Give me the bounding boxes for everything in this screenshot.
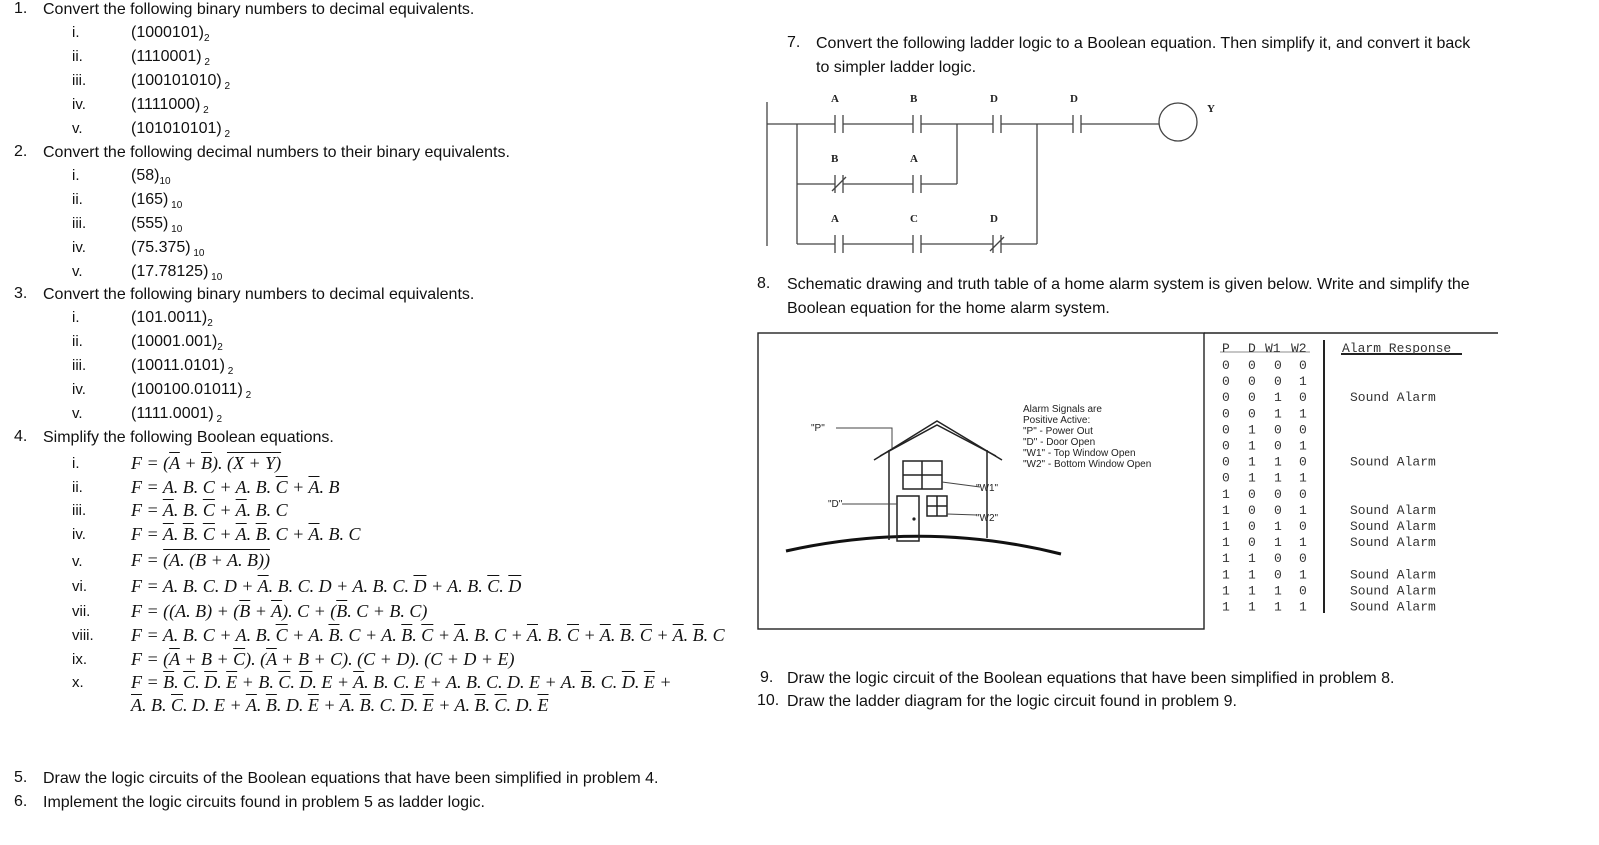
tt-cell-p: 0 [1222,454,1230,470]
eq-roman: vi. [72,578,87,595]
eq-8: F = A. B. C + A. B. $\overline{C} + A$. $\overline{B}$. C + A. $\overline{B}$. $\overline{C} + \overline{A}$. B. $C + \overline{A}$. B. $\overline{C} + \overline{A}$. $\overline{B}$. $\overline{C} + \overline{A}$. $\overline{B}$. C [131,625,725,645]
q6-number: 6. [14,793,28,810]
eq-7: F = ((A. $B) + (\overline{B} + \overline{A})$. $C + (\overline{B}$. C + B. C) [131,601,428,621]
item-value [131,24,210,44]
label-p: "P" [811,423,825,434]
tt-cell-w1: 1 [1274,454,1282,470]
legend-line: "W1" - Top Window Open [1023,448,1136,459]
item-value [131,96,209,116]
eq-roman: iv. [72,526,86,543]
item-roman: i. [72,167,80,184]
item-roman: iii. [72,215,87,232]
tt-cell-p: 0 [1222,422,1230,438]
eq-5: F = (A. (B + A. B)) [131,550,270,570]
tt-cell-w2: 1 [1299,535,1307,551]
ladder-output-label: Y [1207,103,1215,115]
item-number: (75.375) [131,239,191,256]
item-roman: ii. [72,333,83,350]
ladder-diagram [760,88,1240,258]
item-number: (10011.0101) [131,357,225,374]
item-roman: iv. [72,239,86,256]
item-base: 10 [168,200,183,212]
tt-cell-w1: 1 [1274,406,1282,422]
item-number: (165) [131,191,169,208]
ladder-label-r1-4: D [1070,93,1078,105]
item-base: 2 [242,390,252,402]
eq-1: $F = (\overline{A} + \overline{B})$. (X + Y) [131,453,282,473]
tt-cell-w1: 0 [1274,374,1282,390]
tt-cell-w2: 0 [1299,583,1307,599]
item-number: (1000101) [131,24,204,41]
tt-cell-d: 0 [1248,358,1256,373]
item-base: 2 [217,342,223,354]
q1-number: 1. [14,0,28,17]
item-value [131,263,222,283]
tt-cell-w1: 1 [1274,470,1282,486]
item-number: (555) [131,215,169,232]
tt-cell-w2: 1 [1299,470,1307,486]
tt-cell-w2: 1 [1299,406,1307,422]
tt-cell-w1: 1 [1274,535,1282,551]
tt-cell-w1: 0 [1274,438,1282,454]
tt-cell-p: 0 [1222,470,1230,486]
item-base: 10 [159,176,171,188]
tt-cell-d: 1 [1248,567,1256,583]
item-base: 10 [208,272,223,284]
tt-cell-d: 0 [1248,535,1256,551]
eq-roman: x. [72,674,84,691]
tt-cell-d: 0 [1248,502,1256,518]
tt-cell-w1: 1 [1274,583,1282,599]
item-base: 10 [168,224,183,236]
item-number: (100100.01011) [131,381,243,398]
truth-table-rows [1222,358,1436,615]
item-roman: iv. [72,381,86,398]
tt-cell-w1: 0 [1274,567,1282,583]
tt-cell-d: 1 [1248,422,1256,438]
item-number: (17.78125) [131,263,209,280]
tt-cell-p: 0 [1222,406,1230,422]
tt-cell-p: 0 [1222,358,1230,373]
q8-line2: Boolean equation for the home alarm system. [787,300,1110,317]
eq-2: F = A. B. C + A. B. $\overline{C} + \overline{A}$. B [131,477,340,497]
legend-line: "D" - Door Open [1023,437,1096,448]
tt-cell-response: Sound Alarm [1350,567,1436,583]
item-number: (101010101) [131,120,222,137]
item-base: 2 [221,81,231,93]
tt-cell-p: 0 [1222,374,1230,390]
tt-cell-w2: 0 [1299,358,1307,373]
tt-cell-d: 1 [1248,583,1256,599]
ladder-label-r3-3: D [990,213,998,225]
tt-cell-w2: 0 [1299,422,1307,438]
schematic-frame [758,333,1204,629]
ladder-label-r2-2: A [910,153,918,165]
item-value [131,72,230,92]
item-base: 2 [200,105,209,117]
item-value [131,309,213,329]
tt-cell-d: 0 [1248,486,1256,502]
ground-line [786,536,1061,554]
tt-cell-w1: 0 [1274,422,1282,438]
tt-cell-p: 1 [1222,567,1230,583]
item-base: 10 [190,248,205,260]
tt-cell-w2: 0 [1299,551,1307,567]
q5-number: 5. [14,769,28,786]
eq-10b: $\overline{A}$. B. $\overline{C}$. D. $E + \overline{A}$. $\overline{B}$. D. $\overline{E} + \overline{A}$. $\overline{B}$. C. $\overline{D}$. $\overline{E} + A$. $\overline{B}$. $\overline{C}$. D. $\overline{E}$ [131,695,549,715]
tt-cell-p: 0 [1222,438,1230,454]
eq-9: $F = (\overline{A} + B + \overline{C})$. $(\overline{A} + B + C)$. (C + D). (C + D + E) [131,649,515,669]
tt-cell-d: 1 [1248,438,1256,454]
tt-cell-p: 0 [1222,390,1230,406]
tt-cell-p: 1 [1222,502,1230,518]
eq-roman: vii. [72,603,91,620]
item-roman: ii. [72,191,83,208]
item-value [131,120,230,140]
tt-cell-p: 1 [1222,599,1230,615]
item-value [131,381,251,401]
label-w2: "W2" [976,513,999,524]
item-value [131,357,233,377]
tt-cell-response: Sound Alarm [1350,519,1436,534]
q6-text: Implement the logic circuits found in problem 5 as ladder logic. [43,794,485,811]
eq-roman: i. [72,455,80,472]
q10-text: Draw the ladder diagram for the logic circuit found in problem 9. [787,693,1237,710]
eq-roman: viii. [72,627,94,644]
tt-cell-d: 0 [1248,406,1256,422]
ladder-label-r1-2: B [910,93,918,105]
item-base: 2 [225,366,234,378]
tt-cell-w1: 1 [1274,390,1282,406]
tt-cell-d: 1 [1248,454,1256,470]
tt-cell-p: 1 [1222,583,1230,599]
tt-cell-w2: 1 [1299,502,1307,518]
legend-line: Positive Active: [1023,415,1091,426]
q7-number: 7. [787,34,801,51]
tt-cell-w1: 1 [1274,519,1282,534]
tt-cell-response: Sound Alarm [1350,535,1436,551]
tt-cell-response: Sound Alarm [1350,599,1436,615]
tt-cell-response: Sound Alarm [1350,502,1436,518]
tt-cell-d: 1 [1248,599,1256,615]
q4-text: Simplify the following Boolean equations. [43,429,334,446]
legend-line: "W2" - Bottom Window Open [1023,459,1152,470]
tt-header-w1: W1 [1265,341,1281,356]
tt-cell-response: Sound Alarm [1350,583,1436,599]
item-value [131,333,223,353]
tt-cell-w1: 0 [1274,486,1282,502]
tt-cell-w1: 0 [1274,551,1282,567]
q8-line1: Schematic drawing and truth table of a home alarm system is given below. Write and simplify the [787,276,1470,293]
item-roman: iii. [72,357,87,374]
tt-cell-response: Sound Alarm [1350,390,1436,406]
q4-number: 4. [14,428,28,445]
item-number: (10001.001) [131,333,218,350]
tt-cell-d: 0 [1248,390,1256,406]
tt-header-response: Alarm Response [1342,341,1452,356]
q2-number: 2. [14,143,28,160]
tt-cell-p: 1 [1222,519,1230,534]
q1-text: Convert the following binary numbers to decimal equivalents. [43,1,475,18]
tt-cell-w2: 1 [1299,599,1307,615]
eq-3: $F = \overline{A}$. B. $\overline{C} + \overline{A}$. B. C [131,500,288,520]
q8-number: 8. [757,275,771,292]
item-roman: ii. [72,48,83,65]
tt-cell-p: 1 [1222,551,1230,567]
item-roman: iv. [72,96,86,113]
tt-cell-w2: 1 [1299,567,1307,583]
tt-cell-d: 0 [1248,519,1256,534]
item-value [131,48,210,68]
q7-line2: to simpler ladder logic. [816,59,977,76]
item-roman: iii. [72,72,87,89]
tt-header-d: D [1248,341,1256,356]
item-base: 2 [213,414,223,426]
item-value [131,405,222,425]
tt-cell-w2: 1 [1299,374,1307,390]
eq-roman: ii. [72,479,83,496]
item-base: 2 [221,129,231,141]
item-base: 2 [201,57,210,69]
q3-text: Convert the following binary numbers to decimal equivalents. [43,286,475,303]
q10-number: 10. [757,692,780,709]
eq-roman: v. [72,553,83,570]
tt-cell-w1: 0 [1274,502,1282,518]
item-number: (1111000) [131,96,201,113]
tt-cell-response: Sound Alarm [1350,454,1436,470]
ladder-label-r1-1: A [831,93,839,105]
item-base: 2 [207,318,213,330]
q2-text: Convert the following decimal numbers to their binary equivalents. [43,144,510,161]
eq-4: $F = \overline{A}$. $\overline{B}$. $\overline{C} + \overline{A}$. $\overline{B}$. $C + \overline{A}$. B. C [131,524,361,544]
item-roman: i. [72,309,80,326]
label-d: "D" [828,499,843,510]
q7-line1: Convert the following ladder logic to a Boolean equation. Then simplify it, and convert it back [816,35,1471,52]
label-w1: "W1" [976,483,999,494]
alarm-figure [756,330,1506,632]
item-roman: v. [72,120,83,137]
alarm-legend [1023,404,1151,470]
tt-cell-w2: 0 [1299,390,1307,406]
legend-line: "P" - Power Out [1023,426,1093,437]
tt-cell-w2: 0 [1299,454,1307,470]
ladder-label-r3-1: A [831,213,839,225]
item-value [131,191,182,211]
tt-cell-w2: 0 [1299,486,1307,502]
item-base: 2 [203,33,210,45]
tt-header-w2: W2 [1291,341,1307,356]
q9-text: Draw the logic circuit of the Boolean equations that have been simplified in problem 8. [787,670,1395,687]
tt-cell-w1: 1 [1274,599,1282,615]
eq-roman: iii. [72,502,87,519]
eq-roman: ix. [72,651,87,668]
item-roman: i. [72,24,80,41]
tt-cell-d: 0 [1248,374,1256,390]
ladder-label-r1-3: D [990,93,998,105]
eq-10a: $F = \overline{B}$. $\overline{C}$. $\overline{D}$. $\overline{E} + B$. $\overline{C}$. $\overline{D}$. $E + \overline{A}$. B. C. E + A. B. C. D. E + A. $\overline{B}$. C. $\overline{D}$. $\overline{E}$ + [131,672,672,692]
tt-cell-w2: 0 [1299,519,1307,534]
item-number: (58) [131,167,160,184]
item-number: (1110001) [131,48,202,65]
tt-cell-d: 1 [1248,470,1256,486]
item-number: (1111.0001) [131,405,214,422]
legend-line: Alarm Signals are [1023,404,1102,415]
q9-number: 9. [760,669,774,686]
tt-cell-w1: 0 [1274,358,1282,373]
eq-6: F = A. B. C. $D + \overline{A}$. B. C. D + A. B. C. $\overline{D} + A$. B. $\overline{C}$. $\overline{D}$ [131,576,522,596]
item-number: (101.0011) [131,309,208,326]
ladder-label-r2-1: B [831,153,839,165]
item-roman: v. [72,405,83,422]
tt-header-p: P [1222,341,1230,356]
tt-cell-w2: 1 [1299,438,1307,454]
item-value [131,167,171,187]
item-value [131,239,205,259]
q5-text: Draw the logic circuits of the Boolean equations that have been simplified in problem 4. [43,770,659,787]
ladder-label-r3-2: C [910,213,918,225]
tt-cell-p: 1 [1222,486,1230,502]
tt-cell-d: 1 [1248,551,1256,567]
tt-cell-p: 1 [1222,535,1230,551]
item-number: (100101010) [131,72,222,89]
item-value [131,215,182,235]
q3-number: 3. [14,285,28,302]
item-roman: v. [72,263,83,280]
